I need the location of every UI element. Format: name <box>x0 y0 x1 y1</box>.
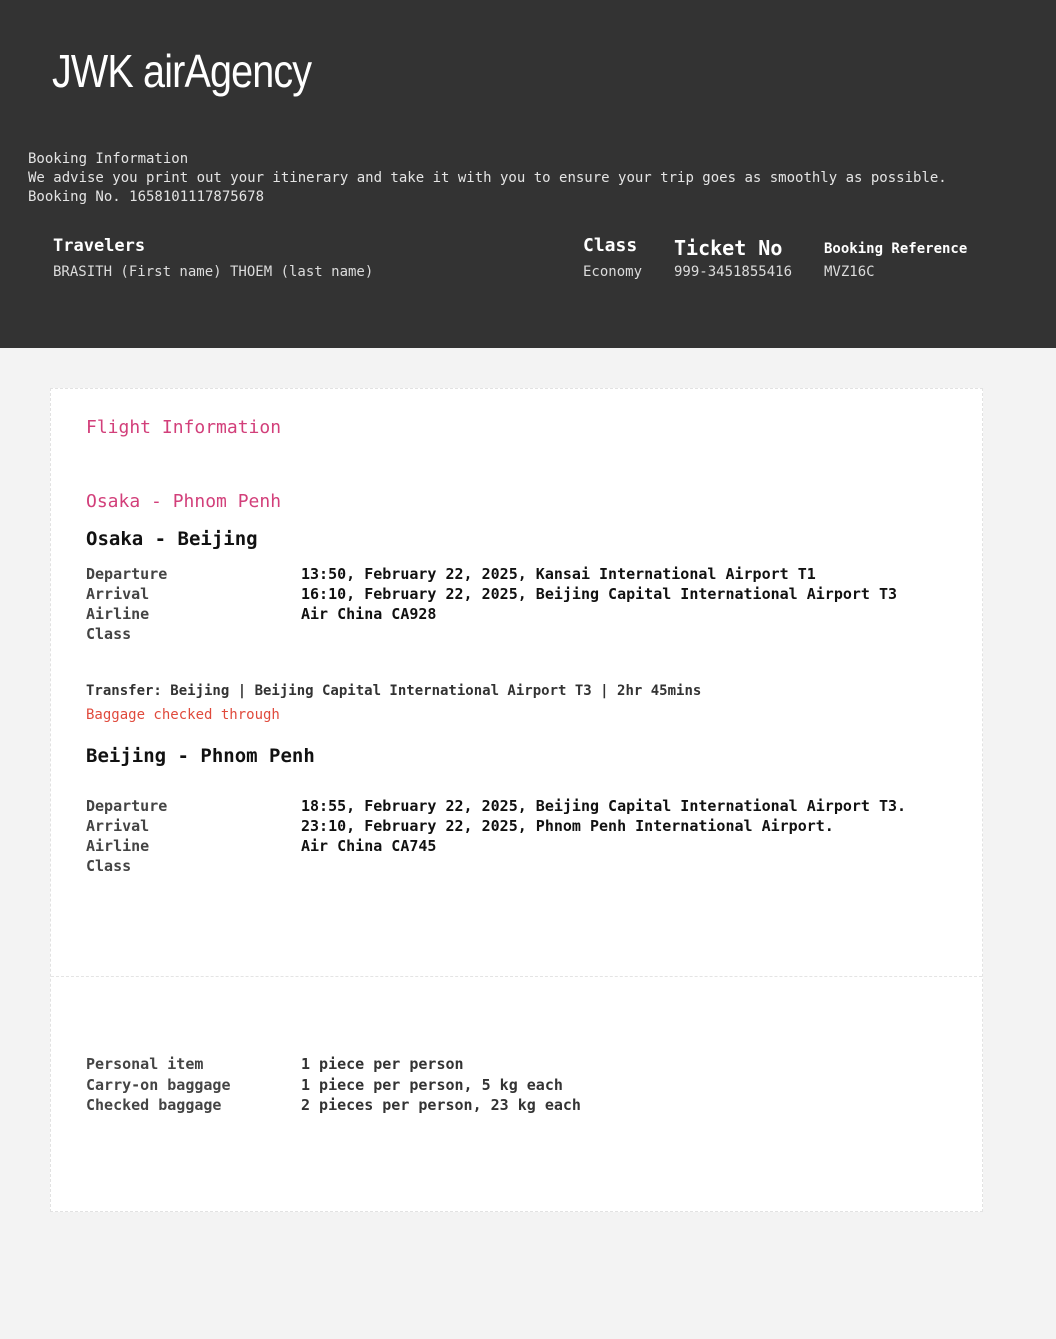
departure-label: Departure <box>86 565 168 583</box>
travelers-label: Travelers <box>53 236 146 256</box>
airline-value: Air China CA928 <box>301 605 437 623</box>
section-divider <box>51 976 982 977</box>
class-row-label: Class <box>86 857 132 875</box>
traveler-name: BRASITH (First name) THOEM (last name) <box>53 264 374 280</box>
booking-reference-value: MVZ16C <box>824 264 875 280</box>
route-title: Osaka - Phnom Penh <box>86 491 282 512</box>
airline-label: Airline <box>86 605 150 623</box>
flight-card <box>50 388 983 1212</box>
arrival-label: Arrival <box>86 585 150 603</box>
personal-item-value: 1 piece per person <box>301 1055 464 1073</box>
checked-baggage-value: 2 pieces per person, 23 kg each <box>301 1096 581 1114</box>
transfer-info: Transfer: Beijing | Beijing Capital International Airport T3 | 2hr 45mins <box>86 683 702 699</box>
ticket-value: 999-3451855416 <box>674 264 793 280</box>
departure-value: 18:55, February 22, 2025, Beijing Capital International Airport T3. <box>301 797 907 815</box>
class-label: Class <box>583 235 638 256</box>
ticket-label: Ticket No <box>674 236 783 260</box>
booking-number: Booking No. 1658101117875678 <box>28 189 265 205</box>
booking-info-title: Booking Information <box>28 151 189 167</box>
advice-text: We advise you print out your itinerary and take it with you to ensure your trip goes as smoothly as possible. <box>28 170 947 186</box>
arrival-label: Arrival <box>86 817 150 835</box>
arrival-value: 23:10, February 22, 2025, Phnom Penh International Airport. <box>301 817 834 835</box>
baggage-checked-note: Baggage checked through <box>86 707 280 723</box>
arrival-value: 16:10, February 22, 2025, Beijing Capital International Airport T3 <box>301 585 898 603</box>
segment-title: Osaka - Beijing <box>86 528 258 550</box>
airline-label: Airline <box>86 837 150 855</box>
segment-title: Beijing - Phnom Penh <box>86 745 315 767</box>
airline-value: Air China CA745 <box>301 837 437 855</box>
departure-label: Departure <box>86 797 168 815</box>
departure-value: 13:50, February 22, 2025, Kansai International Airport T1 <box>301 565 816 583</box>
booking-reference-label: Booking Reference <box>824 241 968 257</box>
flight-information-title: Flight Information <box>86 417 282 438</box>
class-row-label: Class <box>86 625 132 643</box>
carry-on-value: 1 piece per person, 5 kg each <box>301 1076 563 1094</box>
checked-baggage-label: Checked baggage <box>86 1096 222 1114</box>
class-value: Economy <box>583 264 643 280</box>
header <box>0 0 1056 348</box>
carry-on-label: Carry-on baggage <box>86 1076 231 1094</box>
booking-info <box>28 150 947 207</box>
brand-logo: JWK airAgency <box>52 45 312 97</box>
personal-item-label: Personal item <box>86 1055 204 1073</box>
